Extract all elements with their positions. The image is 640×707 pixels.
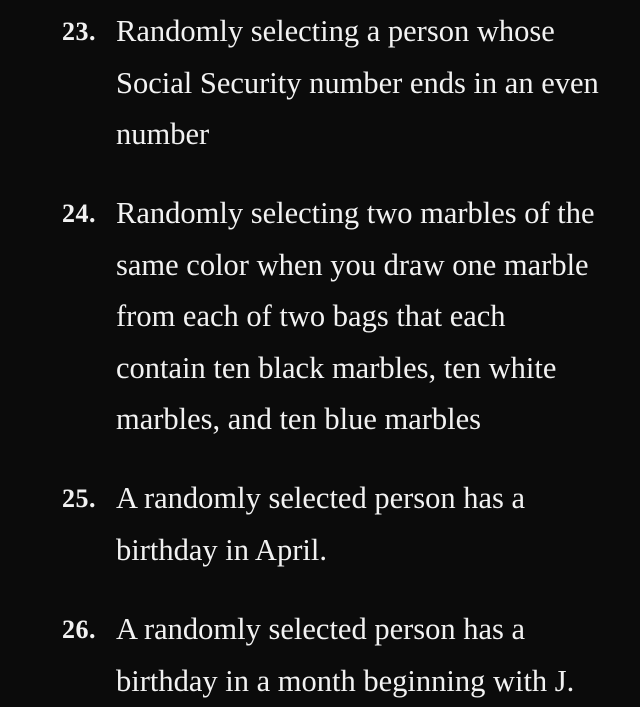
problem-text-line: birthday in April. [116,525,631,577]
problem-number: 26. [62,604,96,656]
problem-text [116,6,631,161]
problem-text-line: Randomly selecting two marbles of the [116,188,631,240]
problem-text [116,188,631,446]
problem-text-line: contain ten black marbles, ten white [116,343,631,395]
problem-text-line: Social Security number ends in an even [116,58,631,110]
problem-text-line: from each of two bags that each [116,291,631,343]
problem-text-line: same color when you draw one marble [116,240,631,292]
problem-text-line: birthday in a month beginning with J. [116,656,631,707]
problem-text-line: number [116,109,631,161]
problem-text [116,473,631,576]
problem-text-line: A randomly selected person has a [116,473,631,525]
problem-text [116,604,631,707]
problem-text-line: Randomly selecting a person whose [116,6,631,58]
problem-number: 24. [62,188,96,240]
problem-number: 25. [62,473,96,525]
problem-number: 23. [62,6,96,58]
problem-text-line: marbles, and ten blue marbles [116,394,631,446]
problem-text-line: A randomly selected person has a [116,604,631,656]
